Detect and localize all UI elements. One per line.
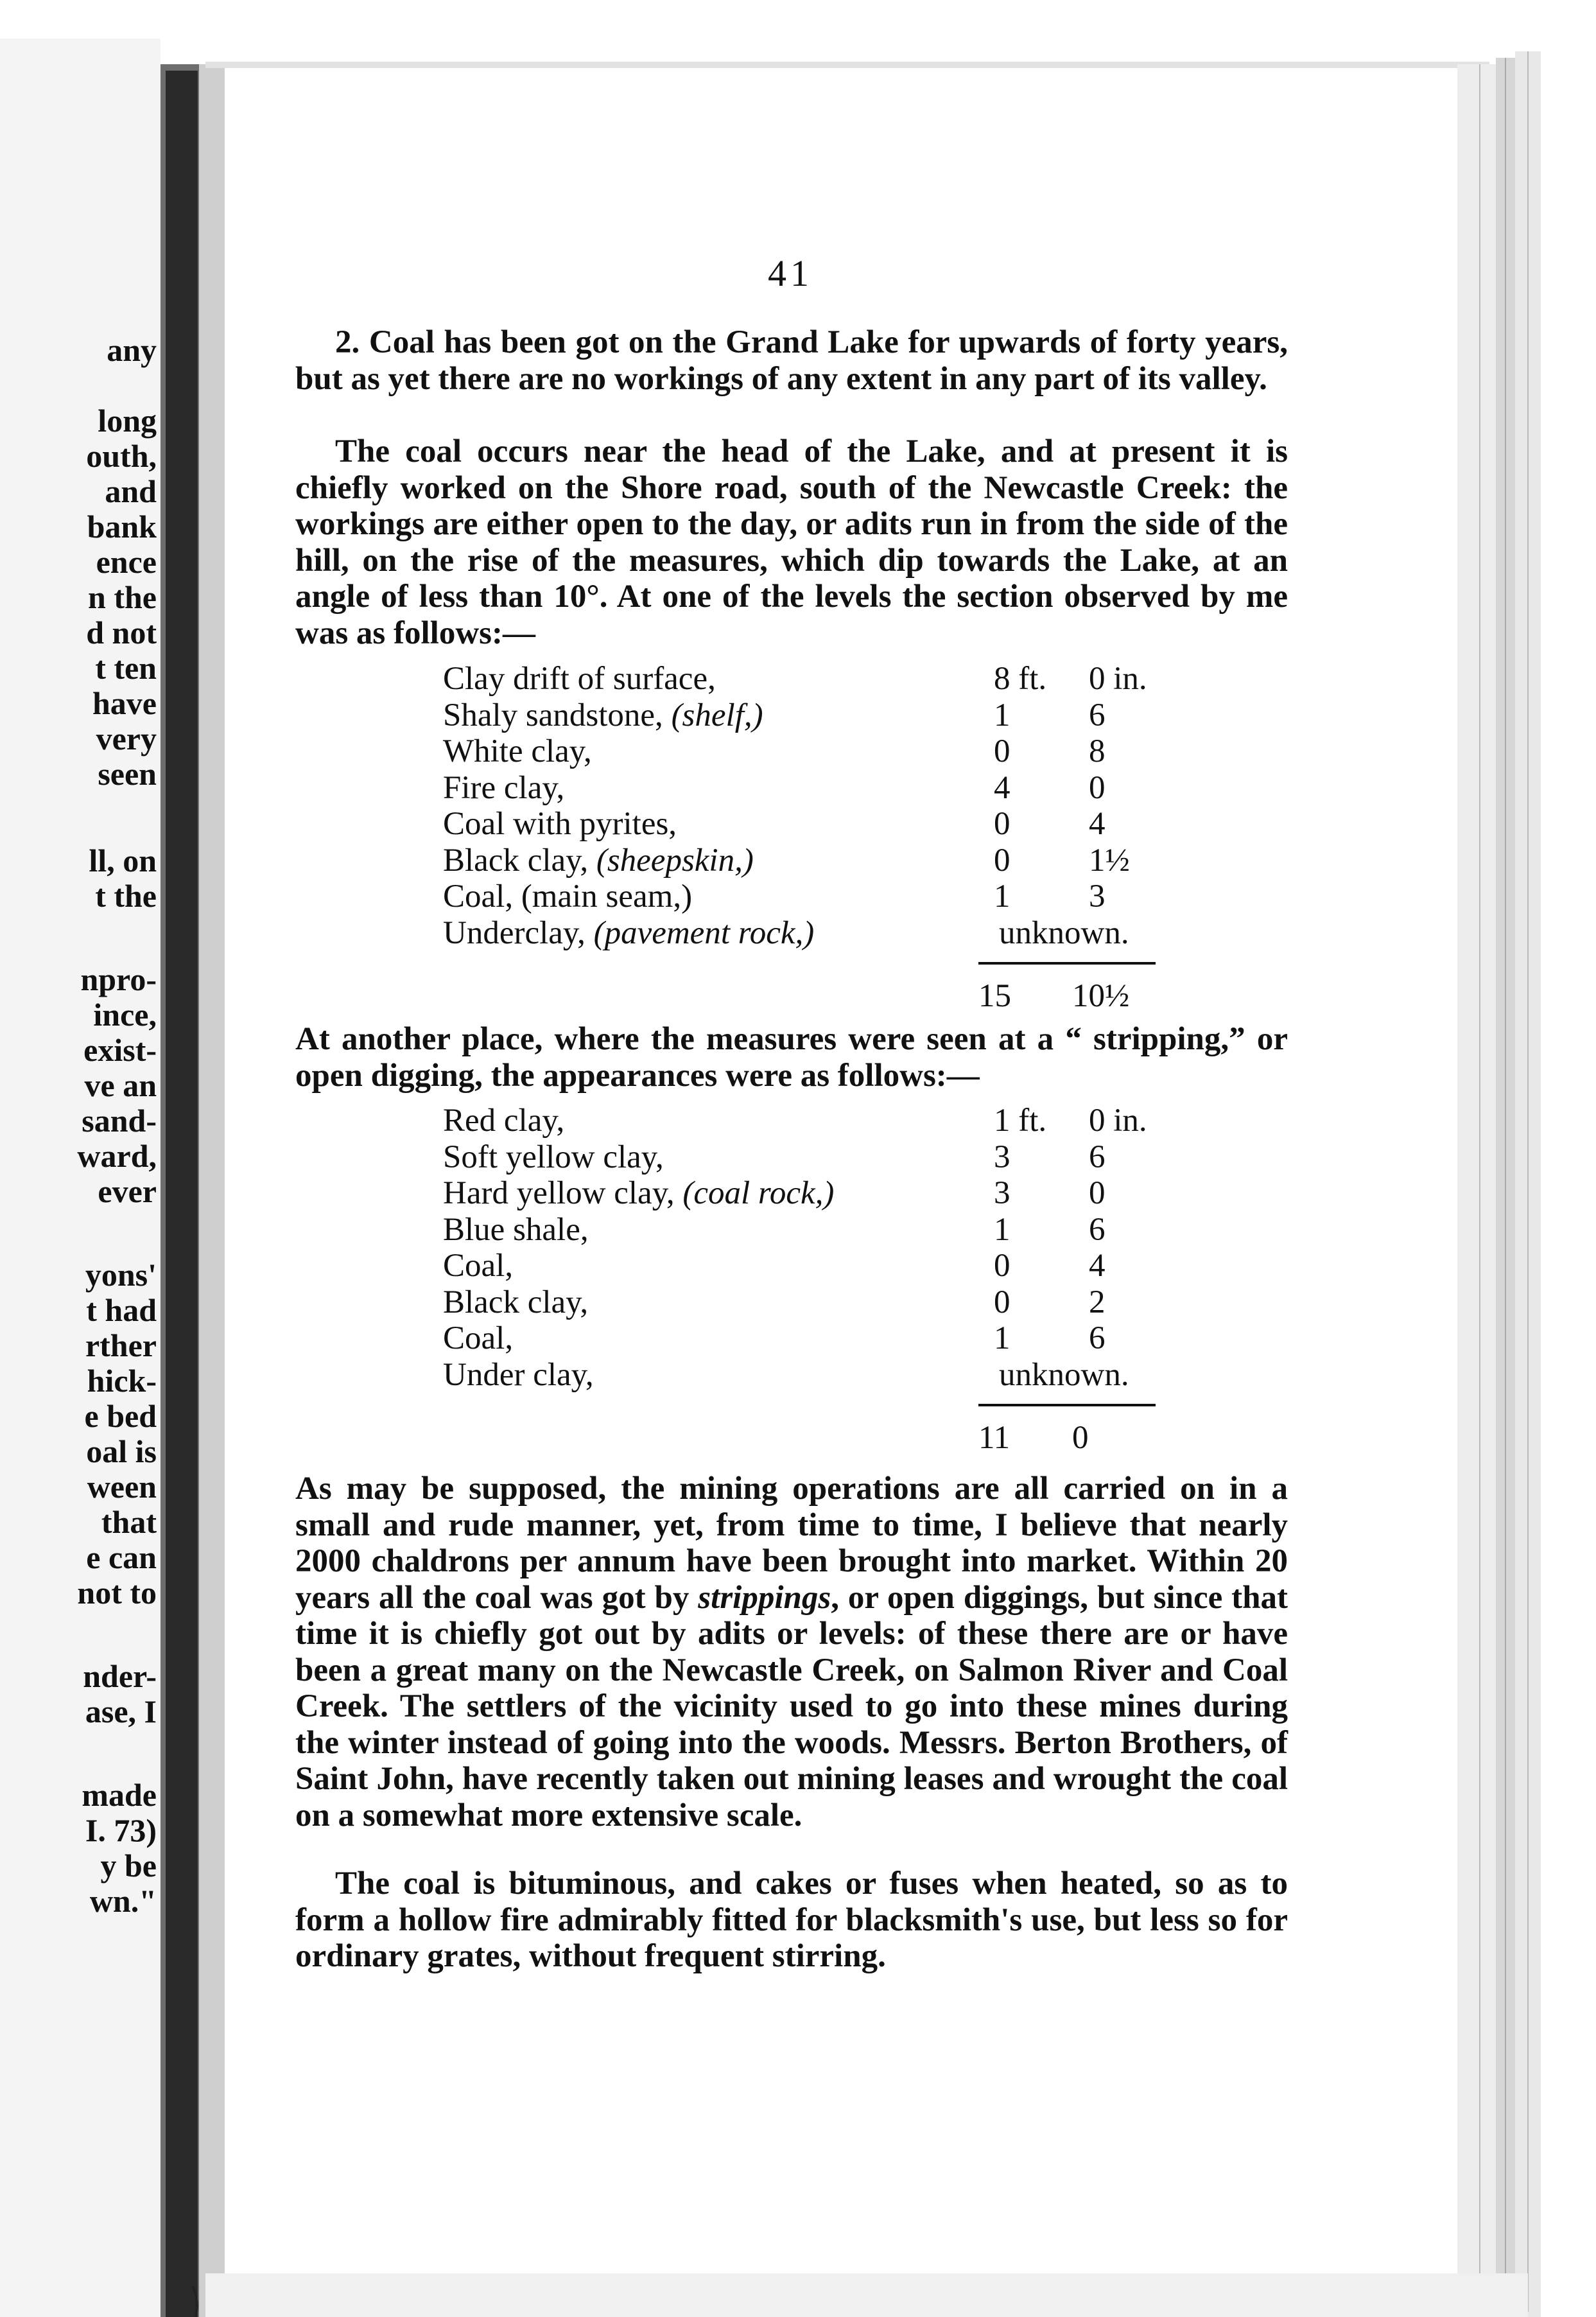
stratum-inches: 0 in. (1089, 1103, 1147, 1139)
stratum-feet: 1 ft. (994, 1103, 1047, 1139)
stratum-name: Shaly sandstone, (shelf,) (443, 697, 763, 733)
left-page-line: ase, I (85, 1693, 157, 1729)
left-page-line: hick- (87, 1363, 157, 1399)
stratum-name: Soft yellow clay, (443, 1139, 664, 1175)
left-page-line: ever (98, 1173, 157, 1209)
stratum-inches: 1½ (1089, 842, 1130, 879)
left-page-line: outh, (86, 438, 157, 474)
left-page-line: t had (86, 1292, 157, 1328)
stratum-unknown: unknown. (999, 914, 1129, 951)
stratum-name: Coal, (main seam,) (443, 879, 693, 914)
left-page-line: e can (86, 1539, 157, 1575)
section-1-total (295, 977, 1288, 1016)
left-page-line: rther (85, 1327, 157, 1363)
left-page-line: ll, on (89, 843, 157, 879)
left-page-line: made (82, 1777, 157, 1813)
stratum-row (295, 733, 1288, 769)
left-page-line: ve an (84, 1067, 157, 1103)
stratum-row (295, 878, 1288, 914)
left-page-line: seen (98, 756, 157, 792)
stratum-name: Blue shale, (443, 1211, 589, 1248)
paragraph-5 (295, 1866, 1288, 1975)
stratum-feet: 3 (994, 1139, 1011, 1175)
left-page-line: y be (100, 1848, 157, 1884)
page-number: 41 (768, 252, 813, 294)
stratum-row (295, 1175, 1288, 1211)
stratum-row (295, 1211, 1288, 1248)
left-page-line: ince, (93, 997, 157, 1033)
left-page-line: I. 73) (85, 1812, 157, 1848)
stratum-feet: 0 (994, 806, 1011, 842)
paragraph-1-text: 2. Coal has been got on the Grand Lake for upwards of forty years, but as yet there are no workings of any extent in any part of its valley. (295, 324, 1288, 397)
left-page-line: not to (77, 1575, 157, 1611)
section-1-table (295, 660, 1288, 1016)
left-page-line: bank (87, 509, 157, 545)
left-page-line: have (92, 685, 157, 721)
left-page-line: and (105, 473, 157, 509)
total-inches: 10½ (1072, 978, 1130, 1014)
total-rule (978, 962, 1156, 965)
stratum-inches: 6 (1089, 697, 1106, 733)
paragraph-5-text: The coal is bituminous, and cakes or fuses when heated, so as to form a hollow fire admirably fitted for blacksmith's use, but less so for ordinary grates, without frequent stirring. (295, 1866, 1288, 1974)
stratum-inches: 4 (1089, 1248, 1106, 1284)
stratum-inches: 8 (1089, 733, 1106, 769)
paragraph-3-text: At another place, where the measures were seen at a “ stripping,” or open digging, the appearances were as follows:— (295, 1021, 1288, 1094)
stratum-row (295, 697, 1288, 733)
paragraph-2 (295, 433, 1288, 651)
paragraph-3 (295, 1021, 1288, 1094)
stratum-inches: 4 (1089, 806, 1106, 842)
paragraph-4 (295, 1471, 1288, 1833)
left-page-line: t the (95, 878, 157, 914)
left-page-line: t ten (95, 650, 157, 686)
left-page-line: yons' (85, 1257, 157, 1293)
left-page-line: nder- (83, 1658, 157, 1694)
stratum-inches: 6 (1089, 1320, 1106, 1356)
left-page-fragment (0, 0, 160, 2317)
left-page-line: very (96, 721, 157, 756)
section-2-total (295, 1419, 1288, 1458)
stratum-inches: 2 (1089, 1284, 1106, 1320)
left-page-line: long (98, 403, 157, 439)
section-2-table (295, 1102, 1288, 1458)
stratum-row (295, 1247, 1288, 1284)
stratum-inches: 6 (1089, 1211, 1106, 1248)
stratum-feet: 0 (994, 733, 1011, 769)
left-page-line: any (107, 332, 157, 368)
paragraph-2-text: The coal occurs near the head of the Lake, and at present it is chiefly worked on the Shore road, south of the Newcastle Creek: the workings are either open to the day, or adits run in from the side of the hill, on the rise of the measures, which dip towards the Lake, at an angle of less than 10°. At one of the levels the section observed by me was as follows:— (295, 433, 1288, 651)
stratum-row (295, 1284, 1288, 1320)
total-inches: 0 (1072, 1420, 1089, 1456)
left-page-line: ween (87, 1469, 157, 1505)
stratum-feet: 0 (994, 1248, 1011, 1284)
total-feet: 11 (978, 1420, 1011, 1456)
left-page-line: npro- (80, 961, 157, 997)
stratum-feet: 1 (994, 1211, 1011, 1248)
stratum-feet: 1 (994, 1320, 1011, 1356)
left-page-line: wn." (89, 1883, 157, 1919)
stratum-inches: 0 (1089, 769, 1106, 806)
left-page-line: sand- (82, 1103, 157, 1139)
left-page-line: exist- (83, 1032, 157, 1068)
paragraph-4-text: As may be supposed, the mining operations are all carried on in a small and rude manner, yet, from time to time, I believe that nearly 2000 chaldrons per annum have been brought into market. Within 20 years all the coal was got by strippings, or open diggings, but since that time it is chiefly got out by adits or levels: of these there are or have been a great many on the Newcastle Creek, on Salmon River and Coal Creek. The settlers of the vicinity used to go into these mines during the winter instead of going into the woods. Messrs. Berton Brothers, of Saint John, have recently taken out mining leases and wrought the coal on a somewhat more extensive scale. (295, 1471, 1288, 1833)
left-page-line: that (101, 1504, 157, 1540)
stratum-row (295, 1139, 1288, 1175)
stratum-name: Hard yellow clay, (coal rock,) (443, 1175, 835, 1211)
stratum-name: Under clay, (443, 1356, 594, 1393)
stratum-unknown: unknown. (999, 1356, 1129, 1393)
paragraph-1 (295, 324, 1288, 397)
total-rule (978, 1404, 1156, 1406)
stratum-name: Underclay, (pavement rock,) (443, 914, 815, 951)
stratum-name: White clay, (443, 733, 592, 769)
stratum-name: Coal, (443, 1248, 514, 1284)
left-page-line: ence (96, 544, 157, 580)
stratum-row (295, 842, 1288, 879)
stratum-row (295, 1102, 1288, 1139)
stratum-inches: 0 (1089, 1175, 1106, 1211)
stratum-feet: 1 (994, 697, 1011, 733)
stratum-feet: 0 (994, 842, 1011, 879)
total-feet: 15 (978, 978, 1011, 1014)
stratum-name: Fire clay, (443, 769, 565, 806)
left-page-line: d not (86, 615, 157, 651)
stratum-feet: 0 (994, 1284, 1011, 1320)
left-page-line: n the (88, 579, 157, 615)
stratum-inches: 3 (1089, 879, 1106, 914)
stratum-feet: 4 (994, 769, 1011, 806)
stratum-name: Black clay, (sheepskin,) (443, 842, 754, 879)
stratum-inches: 6 (1089, 1139, 1106, 1175)
section-2-last-row (295, 1356, 1288, 1393)
left-page-line: oal is (86, 1433, 157, 1469)
stratum-row (295, 660, 1288, 697)
stratum-feet: 3 (994, 1175, 1011, 1211)
stratum-row (295, 1320, 1288, 1356)
stratum-row (295, 769, 1288, 806)
stratum-feet: 1 (994, 879, 1011, 914)
stratum-inches: 0 in. (1089, 661, 1147, 697)
stratum-name: Coal with pyrites, (443, 806, 677, 842)
stratum-name: Black clay, (443, 1284, 589, 1320)
stratum-feet: 8 ft. (994, 661, 1047, 697)
stratum-name: Clay drift of surface, (443, 661, 716, 697)
stratum-row (295, 805, 1288, 842)
stratum-name: Red clay, (443, 1103, 565, 1139)
stratum-name: Coal, (443, 1320, 514, 1356)
section-1-last-row (295, 914, 1288, 951)
left-page-line: e bed (84, 1398, 157, 1434)
left-page-line: ward, (77, 1138, 157, 1174)
